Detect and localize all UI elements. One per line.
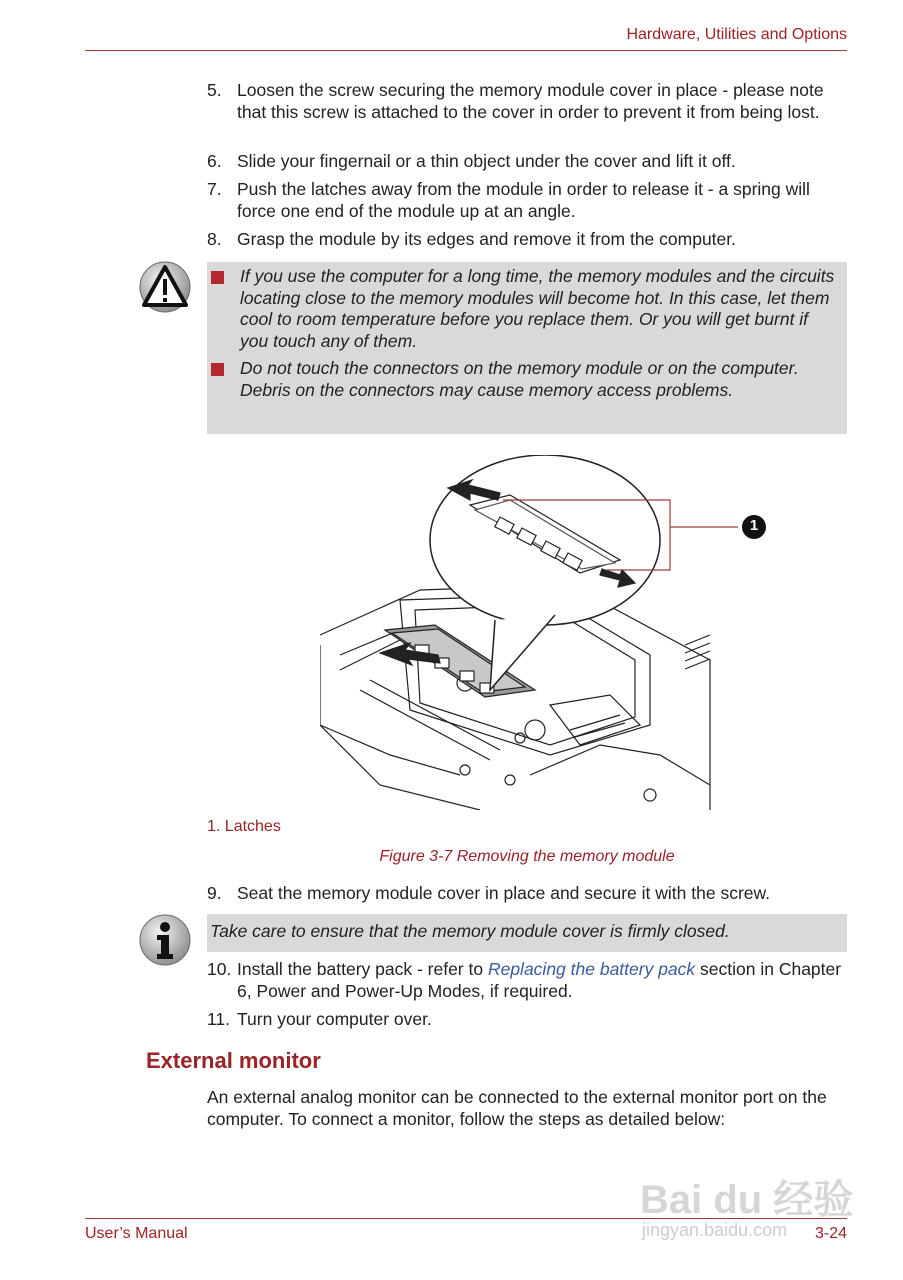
step-text <box>207 959 847 1002</box>
watermark-brand: Bai du 经验 <box>640 1178 854 1222</box>
callout-badge <box>741 514 767 545</box>
step-6 <box>207 151 847 173</box>
watermark-url: jingyan.baidu.com <box>642 1220 788 1240</box>
section-title: External monitor <box>146 1048 321 1073</box>
battery-pack-link[interactable]: Replacing the battery pack <box>487 959 696 979</box>
step-5 <box>207 80 847 123</box>
step-text-pre: Install the battery pack - refer to <box>237 959 488 979</box>
figure-legend: 1. Latches <box>207 818 281 835</box>
step-text-post: section in Chapter 6, Power and Power-Up Modes, if required. <box>237 959 842 1001</box>
step-11 <box>207 1009 847 1031</box>
header-title: Hardware, Utilities and Options <box>626 26 847 43</box>
warning-item-2: Do not touch the connectors on the memory module or on the computer. Debris on the connectors may cause memory access problems. <box>240 358 799 400</box>
warning-item-1: If you use the computer for a long time, the memory modules and the circuits locating close to the memory modules will become hot. In this case, let them cool to room temperature before you replace them. Or you will get burnt if you touch any of them. <box>240 266 835 351</box>
step-10 <box>207 959 847 1002</box>
info-icon <box>138 913 192 972</box>
note-text: Take care to ensure that the memory module cover is firmly closed. <box>210 921 730 941</box>
warning-box <box>207 262 847 434</box>
step-8 <box>207 229 847 251</box>
footer-manual: User’s Manual <box>85 1225 188 1242</box>
memory-module-figure <box>320 455 780 815</box>
step-text: Seat the memory module cover in place and secure it with the screw. <box>237 883 771 903</box>
bullet-marker <box>211 271 224 284</box>
warning-triangle-icon <box>138 260 192 319</box>
step-text: Turn your computer over. <box>237 1009 432 1029</box>
step-number: 11. <box>207 1009 231 1029</box>
section-paragraph: An external analog monitor can be connected to the external monitor port on the computer. To connect a monitor, follow the steps as detailed below: <box>207 1087 827 1129</box>
step-7 <box>207 179 847 222</box>
step-text: Push the latches away from the module in order to release it - a spring will force one end of the module up at an angle. <box>237 179 810 221</box>
step-text: Loosen the screw securing the memory module cover in place - please note that this screw is attached to the cover in order to prevent it from being lost. <box>237 80 824 122</box>
step-number: 5. <box>207 80 222 100</box>
bullet-marker <box>211 363 224 376</box>
step-number: 7. <box>207 179 222 199</box>
step-number: 9. <box>207 883 222 903</box>
step-number: 10. <box>207 959 232 979</box>
page-number: 3-24 <box>814 1225 847 1242</box>
step-number: 8. <box>207 229 222 249</box>
step-number: 6. <box>207 151 222 171</box>
callout-number: 1 <box>749 517 759 534</box>
page-header <box>85 24 847 51</box>
note-box <box>207 914 847 952</box>
figure-caption: Figure 3-7 Removing the memory module <box>379 848 675 865</box>
step-text: Grasp the module by its edges and remove it from the computer. <box>237 229 736 249</box>
step-text: Slide your fingernail or a thin object under the cover and lift it off. <box>237 151 736 171</box>
step-9 <box>207 883 847 905</box>
